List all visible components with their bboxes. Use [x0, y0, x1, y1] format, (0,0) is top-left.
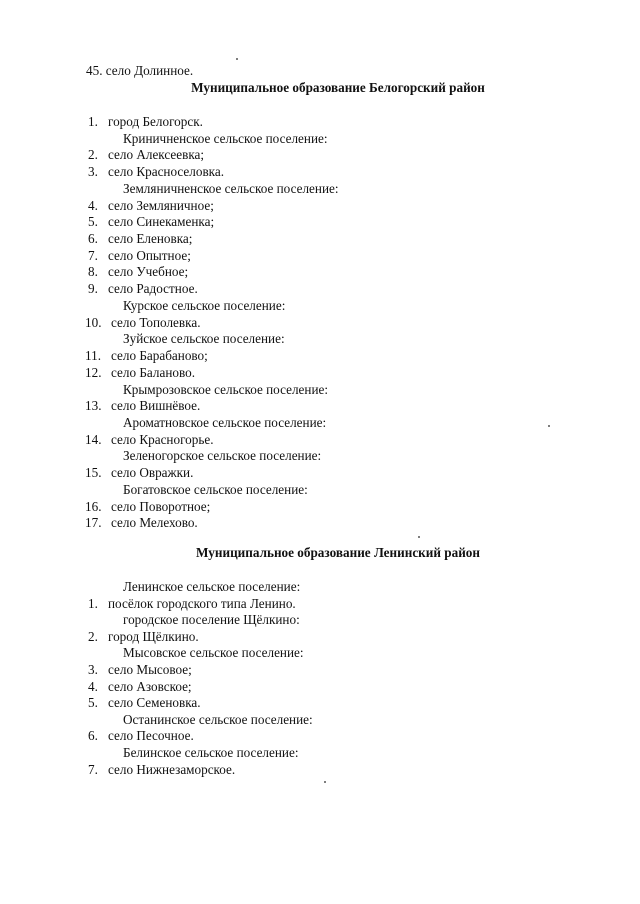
settlement-subheading: городское поселение Щёлкино: — [123, 612, 300, 628]
list-item-number: 5. — [88, 695, 98, 711]
list-item — [88, 695, 201, 711]
list-item — [88, 629, 199, 645]
list-item — [85, 348, 208, 364]
list-item-text: город Щёлкино. — [108, 628, 199, 644]
list-item — [85, 432, 214, 448]
scan-speck — [324, 781, 326, 783]
list-item-text: село Тополевка. — [111, 314, 201, 330]
list-item-text: село Песочное. — [108, 728, 194, 744]
list-item-number: 13. — [85, 398, 102, 414]
list-item-text: село Радостное. — [108, 281, 198, 297]
list-item-text: село Барабаново; — [111, 348, 208, 364]
list-item-text: село Учебное; — [108, 264, 189, 280]
section-heading-belogorsk: Муниципальное образование Белогорский район — [191, 80, 485, 95]
list-item-text: село Красногорье. — [111, 431, 214, 447]
list-item-number: 8. — [88, 264, 98, 280]
list-item-number: 6. — [88, 728, 98, 744]
settlement-subheading: Ленинское сельское поселение: — [123, 579, 301, 594]
list-item-text: село Баланово. — [111, 364, 195, 380]
list-item — [88, 662, 192, 678]
list-item-text: село Еленовка; — [108, 231, 193, 247]
scan-speck — [548, 425, 550, 427]
list-item — [88, 231, 192, 247]
list-item-number: 1. — [88, 114, 98, 129]
settlement-subheading: Ароматновское сельское поселение: — [123, 414, 327, 430]
list-item-number: 2. — [88, 147, 98, 163]
list-item — [88, 164, 224, 180]
continued-list-item: 45. село Долинное. — [86, 63, 194, 78]
list-item-text: село Алексеевка; — [108, 147, 205, 163]
list-item-text: город Белогорск. — [108, 114, 203, 129]
list-item-number: 6. — [88, 231, 98, 247]
list-item-text: село Мелехово. — [111, 515, 198, 531]
list-item-number: 3. — [88, 662, 98, 677]
scan-speck — [236, 58, 238, 60]
list-item-number: 7. — [88, 247, 98, 263]
list-item-number: 16. — [85, 498, 102, 514]
list-item-number: 12. — [85, 364, 102, 380]
list-item — [88, 596, 296, 612]
list-item-number: 4. — [88, 678, 98, 694]
list-item-text: село Вишнёвое. — [111, 398, 201, 414]
list-item-text: село Поворотное; — [111, 498, 211, 514]
list-item — [88, 248, 191, 264]
list-item — [88, 762, 235, 778]
list-item — [88, 281, 198, 297]
list-item — [88, 679, 192, 695]
list-item-number: 15. — [85, 465, 102, 481]
list-item — [88, 147, 204, 163]
list-item-text: село Синекаменка; — [108, 214, 215, 230]
settlement-subheading: Криничненское сельское поселение: — [123, 130, 328, 146]
list-item — [88, 728, 194, 744]
list-item — [85, 465, 193, 481]
settlement-subheading: Богатовское сельское поселение: — [123, 481, 308, 497]
scan-speck — [418, 536, 420, 538]
list-item-number: 7. — [88, 761, 98, 777]
settlement-subheading: Крымрозовское сельское поселение: — [123, 381, 329, 397]
list-item — [88, 214, 214, 230]
list-item-number: 17. — [85, 515, 102, 531]
list-item-text: село Земляничное; — [108, 197, 214, 213]
list-item-text: село Красноселовка. — [108, 164, 225, 180]
list-item — [85, 499, 210, 515]
list-item-number: 14. — [85, 431, 102, 447]
list-item — [88, 264, 188, 280]
list-item — [88, 114, 203, 130]
list-item-text: село Овражки. — [111, 465, 194, 481]
list-item-text: село Семеновка. — [108, 695, 201, 711]
settlement-subheading: Останинское сельское поселение: — [123, 711, 313, 727]
list-item-number: 10. — [85, 314, 102, 330]
settlement-subheading: Зуйское сельское поселение: — [123, 331, 285, 347]
list-item-text: село Азовское; — [108, 678, 192, 694]
list-item-number: 9. — [88, 281, 98, 297]
list-item-text: село Мысовое; — [108, 662, 192, 677]
list-item-text: село Нижнезаморское. — [108, 761, 236, 777]
list-item — [85, 365, 195, 381]
list-item-number: 3. — [88, 164, 98, 180]
list-item — [85, 315, 201, 331]
list-item-text: посёлок городского типа Ленино. — [108, 595, 296, 611]
list-item-number: 5. — [88, 214, 98, 230]
settlement-subheading: Земляничненское сельское поселение: — [123, 180, 339, 196]
list-item-text: село Опытное; — [108, 247, 191, 263]
list-item — [85, 398, 200, 414]
list-item-number: 2. — [88, 628, 98, 644]
section-heading-leninsky: Муниципальное образование Ленинский район — [196, 545, 480, 560]
list-item-number: 11. — [85, 348, 101, 364]
list-item — [85, 515, 198, 531]
settlement-subheading: Зеленогорское сельское поселение: — [123, 448, 322, 464]
list-item-number: 4. — [88, 197, 98, 213]
list-item — [88, 198, 214, 214]
list-item-number: 1. — [88, 595, 98, 611]
settlement-subheading: Курское сельское поселение: — [123, 297, 286, 313]
settlement-subheading: Белинское сельское поселение: — [123, 745, 299, 760]
settlement-subheading: Мысовское сельское поселение: — [123, 645, 304, 661]
